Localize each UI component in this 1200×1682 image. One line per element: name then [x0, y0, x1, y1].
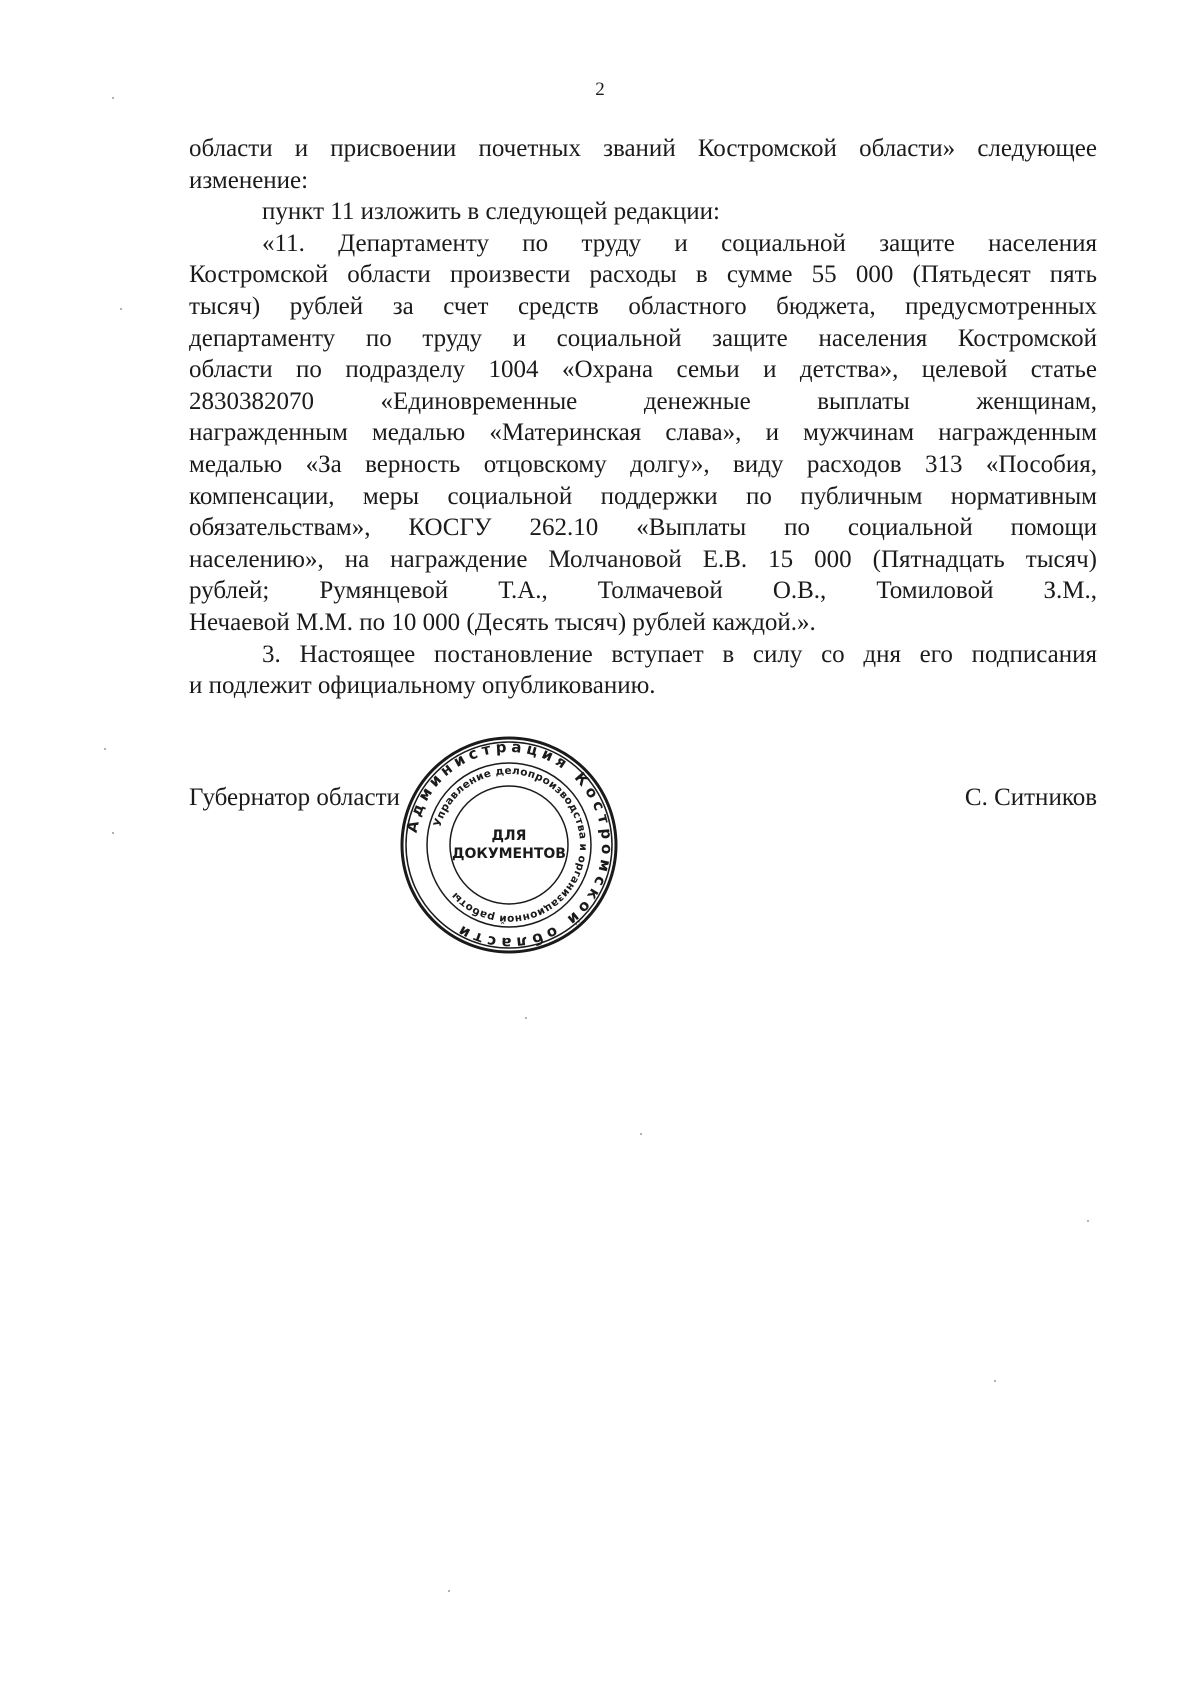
text-line: изменение:	[189, 166, 309, 194]
scan-speck	[112, 97, 114, 99]
stamp-center-line1: ДЛЯ	[491, 828, 527, 844]
text-line: области по подразделу 1004 «Охрана семьи и детства», целевой статье	[189, 356, 1097, 384]
scan-speck	[525, 1017, 527, 1019]
stamp-inner-text: Управление делопроизводства и организационной работы	[431, 764, 590, 926]
scan-speck	[448, 1590, 450, 1592]
signature-name: С. Ситников	[964, 784, 1097, 811]
text-line: Нечаевой М.М. по 10 000 (Десять тысяч) рублей каждой.».	[189, 608, 816, 636]
text-line: обязательствам», КОСГУ 262.10 «Выплаты по социальной помощи	[189, 514, 1097, 542]
signature-title: Губернатор области	[189, 784, 400, 811]
text-line: «11. Департаменту по труду и социальной защите населения	[262, 229, 1097, 257]
scan-speck	[994, 1380, 996, 1382]
text-line: департаменту по труду и социальной защите населения Костромской	[189, 324, 1097, 352]
stamp-center-line2: ДОКУМЕНТОВ	[452, 846, 566, 862]
paragraph-item-3	[189, 639, 1097, 702]
official-stamp	[398, 734, 620, 956]
text-line: рублей; Румянцевой Т.А., Толмачевой О.В., Томиловой З.М.,	[189, 577, 1097, 605]
text-line: и подлежит официальному опубликованию.	[189, 672, 656, 700]
paragraph-amendment	[189, 196, 1097, 228]
scan-speck	[120, 308, 122, 310]
text-line: награжденным медалью «Материнская слава», и мужчинам награжденным	[189, 419, 1097, 447]
page-number: 2	[595, 79, 605, 100]
paragraph-item-11	[189, 228, 1097, 639]
text-line: медалью «За верность отцовскому долгу», виду расходов 313 «Пособия,	[189, 450, 1097, 478]
text-line: Костромской области произвести расходы в сумме 55 000 (Пятьдесят пять	[189, 261, 1097, 289]
text-line: 3. Настоящее постановление вступает в силу со дня его подписания	[262, 640, 1097, 668]
text-line: 2830382070 «Единовременные денежные выплаты женщинам,	[189, 387, 1097, 415]
text-line: населению», на награждение Молчановой Е.В. 15 000 (Пятнадцать тысяч)	[189, 545, 1097, 573]
document-body	[189, 133, 1097, 702]
text-line: тысяч) рублей за счет средств областного бюджета, предусмотренных	[189, 292, 1097, 320]
scan-speck	[104, 748, 106, 750]
text-line: области и присвоении почетных званий Костромской области» следующее	[189, 135, 1097, 162]
scan-speck	[640, 1133, 642, 1135]
scan-speck	[112, 832, 114, 834]
text-line: пункт 11 изложить в следующей редакции:	[262, 198, 720, 226]
stamp-outer-text: Администрация Костромской области	[402, 737, 617, 953]
text-line: компенсации, меры социальной поддержки по публичным нормативным	[189, 482, 1097, 510]
paragraph-intro	[189, 133, 1097, 196]
scan-speck	[1087, 1220, 1089, 1222]
